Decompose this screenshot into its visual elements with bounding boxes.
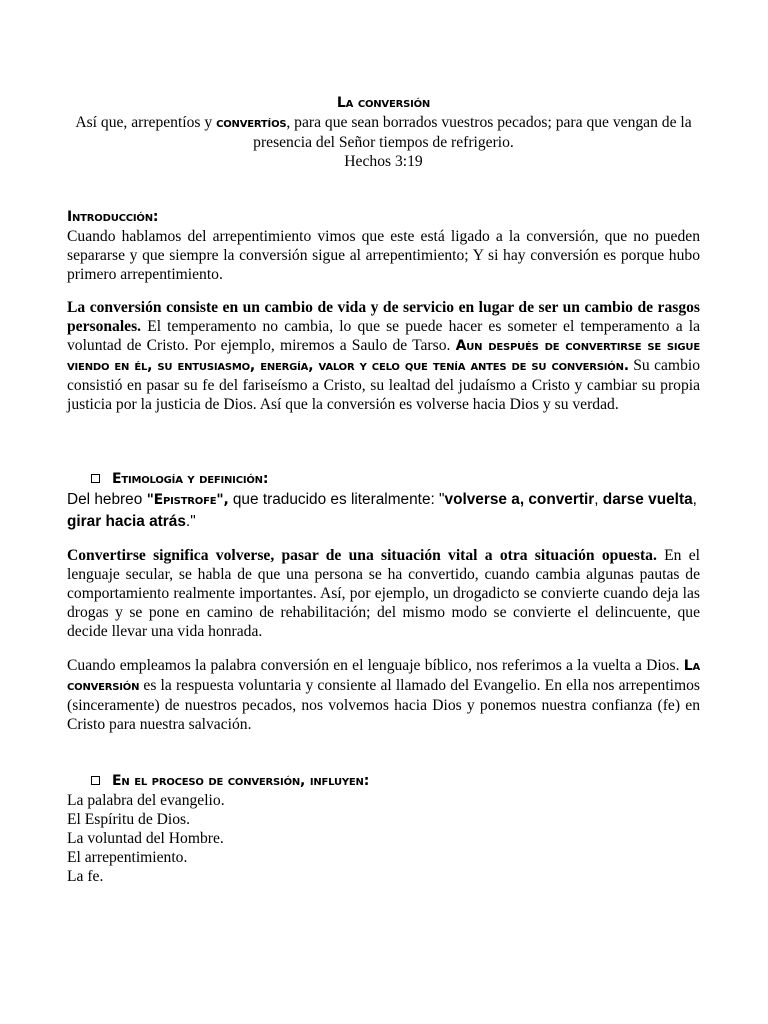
- etymology-t1: Del hebreo: [67, 491, 147, 508]
- etymology-word: "Epistrofe",: [146, 492, 229, 508]
- paragraph-3-text: En el lenguaje secular, se habla de que una persona se ha convertido, cuando cambia algunas pautas de comportamiento realmente importantes. Así, por ejemplo, un drogadicto se convierte cuando deja las drogas y se pone en camino de rehabilitación; del mismo modo se convierte el delincuente, que decide llevar una vida honrada.: [67, 547, 700, 640]
- etymology-t3: ,: [594, 491, 603, 508]
- etymology-heading-row: [67, 469, 700, 489]
- epigraph-emphasis: convertíos: [216, 115, 287, 131]
- etymology-section: [67, 469, 700, 532]
- paragraph-2-emphasis: Aun después de convertirse se sigue viendo en él, su entusiasmo, energía, valor y celo que tenía antes de su conversión.: [67, 338, 700, 374]
- document-title: La conversión: [336, 95, 431, 111]
- epigraph-part2: , para que sean borrados vuestros pecados; para que vengan de la presencia del Señor tiempos de refrigerio.: [253, 114, 692, 151]
- list-item: El Espíritu de Dios.: [67, 811, 191, 828]
- paragraph-4-text2: es la respuesta voluntaria y consiente al llamado del Evangelio. En ella nos arrepentimos (sinceramente) de nuestros pecados, nos volvemos hacia Dios y ponemos nuestra confianza (fe) en Cristo para nuestra salvación.: [67, 677, 700, 733]
- document-header: [67, 94, 700, 171]
- paragraph-2-text1: El temperamento no cambia, lo que se puede hacer es someter el temperamento a la voluntad de Cristo. Por ejemplo, miremos a Saulo de Tarso.: [67, 318, 700, 354]
- etymology-t2: que traducido es literalmente: ": [228, 491, 445, 508]
- intro-section: [67, 208, 700, 284]
- paragraph-2-text2: Su cambio consistió en pasar su fe del fariseísmo a Cristo, su lealtad del judaísmo a Cristo y cambiar su propia justicia por la justicia de Dios. Así que la conversión es volverse hacia Dios y su verdad.: [67, 357, 700, 413]
- list-item: La voluntad del Hombre.: [67, 830, 224, 847]
- etymology-meaning-3: girar hacia atrás: [67, 513, 186, 530]
- intro-text: Cuando hablamos del arrepentimiento vimos que este está ligado a la conversión, que no pueden separarse y que siempre la conversión sigue al arrepentimiento; Y si hay conversión es porque hubo primero arrepentimiento.: [67, 228, 700, 283]
- epigraph-text: [67, 113, 700, 152]
- checkbox-bullet-icon: [91, 776, 100, 785]
- intro-heading: Introducción:: [67, 209, 159, 225]
- epigraph-part1: Así que, arrepentíos y: [75, 114, 217, 131]
- paragraph-2-lead: La conversión consiste en un cambio de vida y de servicio en lugar de ser un cambio de rasgos personales.: [67, 299, 700, 335]
- etymology-text: [67, 489, 700, 532]
- paragraph-3: [67, 546, 700, 641]
- paragraph-3-lead: Convertirse significa volverse, pasar de una situación vital a otra situación opuesta.: [67, 547, 657, 564]
- etymology-t4: ,: [692, 491, 697, 508]
- etymology-meaning-1: volverse a, convertir: [444, 491, 595, 508]
- etymology-heading: Etimología y definición:: [112, 471, 269, 487]
- etymology-t5: .": [185, 513, 196, 530]
- paragraph-4: [67, 656, 700, 734]
- paragraph-4-emphasis: La conversión: [67, 658, 700, 694]
- list-item: El arrepentimiento.: [67, 849, 188, 866]
- etymology-meaning-2: darse vuelta: [602, 491, 693, 508]
- paragraph-2: [67, 298, 700, 414]
- process-section: [67, 771, 700, 886]
- process-heading-row: [67, 771, 700, 791]
- epigraph-reference: Hechos 3:19: [344, 153, 423, 170]
- process-heading: En el proceso de conversión, influyen:: [112, 773, 370, 789]
- process-list: [67, 791, 700, 886]
- checkbox-bullet-icon: [91, 474, 100, 483]
- list-item: La fe.: [67, 868, 104, 885]
- list-item: La palabra del evangelio.: [67, 792, 225, 809]
- paragraph-4-text1: Cuando empleamos la palabra conversión en el lenguaje bíblico, nos referimos a la vuelta a Dios.: [67, 657, 684, 674]
